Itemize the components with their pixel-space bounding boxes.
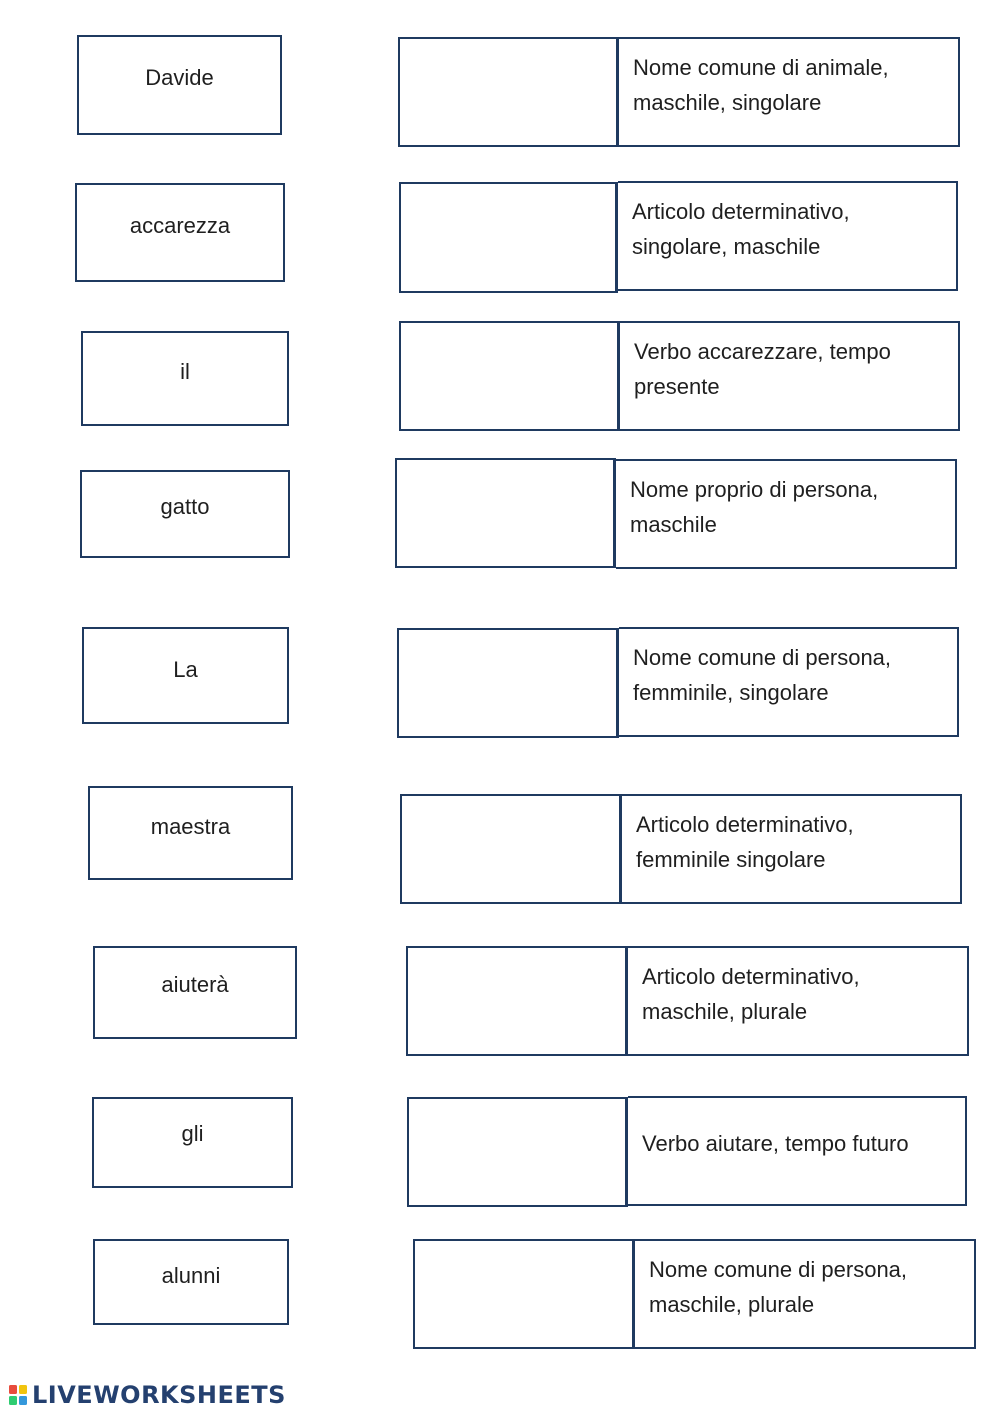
definition-4	[616, 459, 957, 569]
word-label: gli	[181, 1121, 204, 1146]
word-card-il[interactable]	[81, 331, 289, 426]
definition-line: Nome comune di animale,	[633, 55, 889, 80]
drop-box-4[interactable]	[395, 458, 616, 568]
word-card-accarezza[interactable]	[75, 183, 285, 282]
definition-line: Verbo accarezzare, tempo	[634, 339, 891, 364]
definition-8	[628, 1096, 967, 1206]
word-card-davide[interactable]	[77, 35, 282, 135]
definition-line: femminile, singolare	[633, 680, 829, 705]
drop-box-7[interactable]	[406, 946, 628, 1056]
word-label: alunni	[161, 1263, 221, 1288]
definition-6	[622, 794, 962, 904]
word-label: maestra	[150, 814, 231, 839]
definition-line: Articolo determinativo,	[636, 812, 854, 837]
definition-line: Nome proprio di persona,	[630, 477, 879, 502]
word-card-gli[interactable]	[92, 1097, 293, 1188]
definition-5	[619, 627, 959, 737]
liveworksheets-logo-icon	[8, 1384, 28, 1406]
definition-line: singolare, maschile	[632, 234, 821, 259]
word-label: il	[180, 359, 190, 384]
definition-2	[618, 181, 958, 291]
definition-line: Articolo determinativo,	[632, 199, 850, 224]
logo-text: LIVEWORKSHEETS	[32, 1381, 286, 1409]
drop-box-9[interactable]	[413, 1239, 635, 1349]
word-card-aiutera[interactable]	[93, 946, 297, 1039]
drop-box-2[interactable]	[399, 182, 618, 293]
definition-line: maschile, plurale	[642, 999, 808, 1024]
definition-line: Nome comune di persona,	[633, 645, 892, 670]
definition-line: presente	[634, 374, 720, 399]
definition-line: Nome comune di persona,	[649, 1257, 908, 1282]
definition-line: maschile, plurale	[649, 1292, 815, 1317]
word-card-gatto[interactable]	[80, 470, 290, 558]
word-label: aiuterà	[161, 972, 229, 997]
definition-line: femminile singolare	[636, 847, 826, 872]
drop-box-8[interactable]	[407, 1097, 628, 1207]
word-label: La	[173, 657, 198, 682]
definition-3	[620, 321, 960, 431]
word-label: gatto	[160, 494, 210, 519]
drop-box-3[interactable]	[399, 321, 620, 431]
word-label: Davide	[145, 65, 214, 90]
liveworksheets-logo	[8, 1381, 286, 1409]
word-card-maestra[interactable]	[88, 786, 293, 880]
definition-line: Verbo aiutare, tempo futuro	[642, 1131, 909, 1156]
definition-line: maschile, singolare	[633, 90, 822, 115]
word-label: accarezza	[129, 213, 231, 238]
definition-line: Articolo determinativo,	[642, 964, 860, 989]
drop-box-6[interactable]	[400, 794, 622, 904]
drop-box-5[interactable]	[397, 628, 619, 738]
definition-line: maschile	[630, 512, 717, 537]
definition-7	[628, 946, 969, 1056]
drop-box-1[interactable]	[398, 37, 619, 147]
word-card-la[interactable]	[82, 627, 289, 724]
definition-1	[619, 37, 960, 147]
word-card-alunni[interactable]	[93, 1239, 289, 1325]
definition-9	[635, 1239, 976, 1349]
